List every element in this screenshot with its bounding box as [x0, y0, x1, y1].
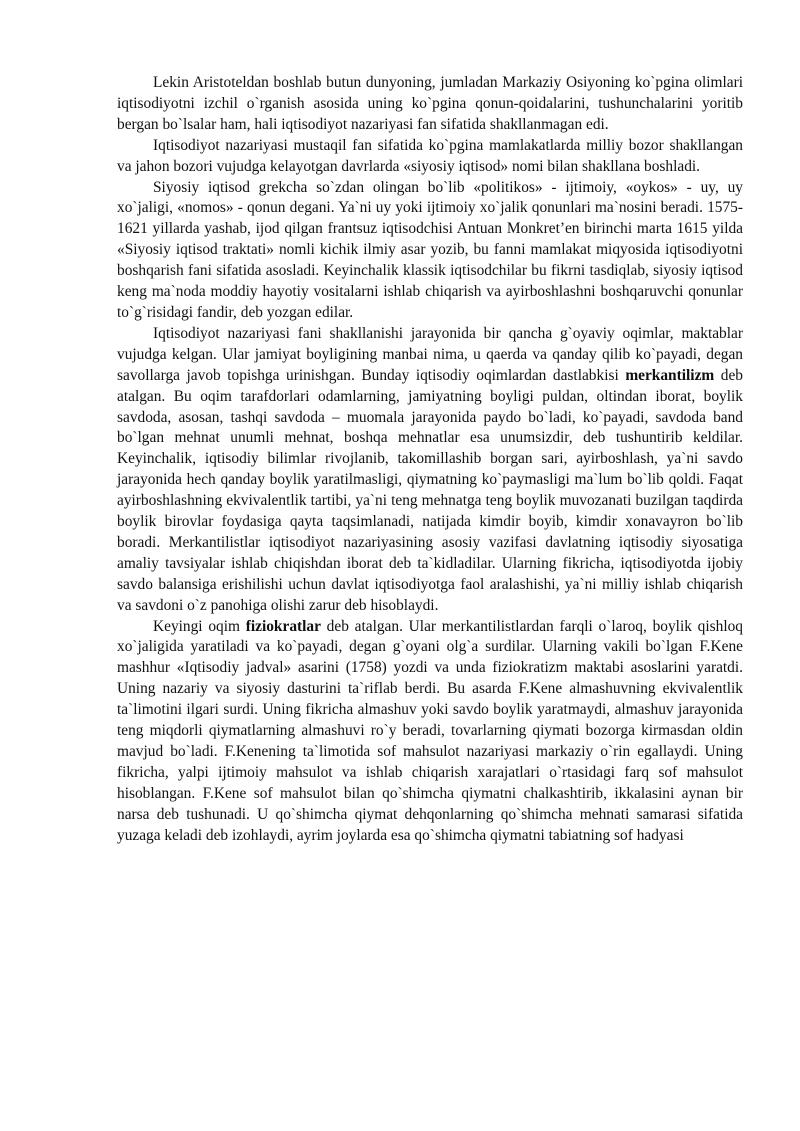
paragraph-text: Siyosiy iqtisod grekcha so`zdan olingan bo`lib «politikos» - ijtimoiy, «oykos» - uy, uy xo`jaligi, «nomos» - qonun degani. Ya`ni uy yoki ijtimoiy xo`jalik qonunlari ma`nosini beradi. 1575-1621 yillarda yashab, ijod qilgan frantsuz iqtisodchisi Antuan Monkret’en birinchi marta 1615 yilda «Siyosiy iqtisod traktati» nomli kichik ilmiy asar yozib, bu fanni mamlakat miqyosida iqtisodiyotni boshqarish fani sifatida asosladi. Keyinchalik klassik iqtisodchilar bu fikrni tasdiqlab, siyosiy iqtisod keng ma`noda moddiy hayotiy vositalarni ishlab chiqarish va ayirboshlashni boshqaruvchi qonunlar to`g`risidagi fandir, deb yozgan edilar. [117, 178, 743, 321]
term-physiocrats: fiziokratlar [245, 617, 321, 635]
paragraph-physiocrats [117, 617, 743, 847]
paragraph-aristotle [117, 73, 743, 136]
paragraph-political-economy [117, 178, 743, 324]
paragraph-text: Keyingi oqim [153, 617, 246, 635]
paragraph-mercantilism [117, 324, 743, 617]
document-page [117, 73, 743, 847]
paragraph-text: Iqtisodiyot nazariyasi fani shakllanishi jarayonida bir qancha g`oyaviy oqimlar, maktablar vujudga kelgan. Ular jamiyat boyligining manbai nima, u qaerda va qanday qilib ko`payadi, degan savollarga javob topishga urinishgan. Bunday iqtisodiy oqimlardan dastlabkisi [117, 324, 743, 384]
term-mercantilism: merkantilizm [625, 366, 715, 384]
paragraph-independent-science [117, 136, 743, 178]
paragraph-text: deb atalgan. Bu oqim tarafdorlari odamlarning, jamiyatning boyligi puldan, oltindan iborat, boylik savdoda, asosan, tashqi savdoda – muomala jarayonida paydo bo`ladi, ko`payadi, savdoda band bo`lgan mehnat unumli mehnat, boshqa mehnatlar esa unumsizdir, deb tushuntirib keldilar. Keyinchalik, iqtisodiy bilimlar rivojlanib, takomillashib borgan sari, ayirboshlash, ya`ni savdo jarayonida hech qanday boylik yaratilmasligi, qiymatning ko`paymasligi ma`lum bo`lib qoldi. Faqat ayirboshlashning ekvivalentlik tartibi, ya`ni teng mehnatga teng boylik muvozanati buzilgan taqdirda boylik birovlar foydasiga qayta taqsimlanadi, natijada kimdir boyib, kimdir xonavayron bo`lib boradi. Merkantilistlar iqtisodiyot nazariyasining asosiy vazifasi davlatning iqtisodiy siyosatiga amaliy tavsiyalar ishlab chiqishdan iborat deb ta`kidladilar. Ularning fikricha, iqtisodiyotda ijobiy savdo balansiga erishilishi uchun davlat iqtisodiyotga faol aralashishi, ya`ni milliy ishlab chiqarish va savdoni o`z panohiga olishi zarur deb hisoblaydi. [117, 366, 744, 614]
paragraph-text: Iqtisodiyot nazariyasi mustaqil fan sifatida ko`pgina mamlakatlarda milliy bozor shakllangan va jahon bozori vujudga kelayotgan davrlarda «siyosiy iqtisod» nomi bilan shakllana boshladi. [117, 136, 743, 175]
paragraph-text: Lekin Aristoteldan boshlab butun dunyoning, jumladan Markaziy Osiyoning ko`pgina olimlari iqtisodiyotni izchil o`rganish asosida uning ko`pgina qonun-qoidalarini, tushunchalarini yoritib bergan bo`lsalar ham, hali iqtisodiyot nazariyasi fan sifatida shakllanmagan edi. [117, 74, 743, 133]
paragraph-text: deb atalgan. Ular merkantilistlardan farqli o`laroq, boylik qishloq xo`jaligida yaratiladi va ko`payadi, degan g`oyani olg`a surdilar. Ularning vakili bo`lgan F.Kene mashhur «Iqtisodiy jadval» asarini (1758) yozdi va unda fiziokratizm maktabi asoslarini yaratdi. Uning nazariy va siyosiy dasturini ta`riflab berdi. Bu asarda F.Kene almashuvning ekvivalentlik ta`limotini ilgari surdi. Uning fikricha almashuv yoki savdo boylik yaratmaydi, almashuv jarayonida teng miqdorli qiymatlarning almashuvi ro`y beradi, tovarlarning qiymati bozorga kirmasdan oldin mavjud bo`ladi. F.Kenening ta`limotida sof mahsulot nazariyasi markaziy o`rin egallaydi. Uning fikricha, yalpi ijtimoiy mahsulot va ishlab chiqarish xarajatlari o`rtasidagi farq sof mahsulot hisoblangan. F.Kene sof mahsulot bilan qo`shimcha qiymatni chalkashtirib, ikkalasini aynan bir narsa deb tushunadi. U qo`shimcha qiymat dehqonlarning qo`shimcha mehnati samarasi sifatida yuzaga keladi deb izohlaydi, ayrim joylarda esa qo`shimcha qiymatni tabiatning sof hadyasi [117, 617, 743, 844]
